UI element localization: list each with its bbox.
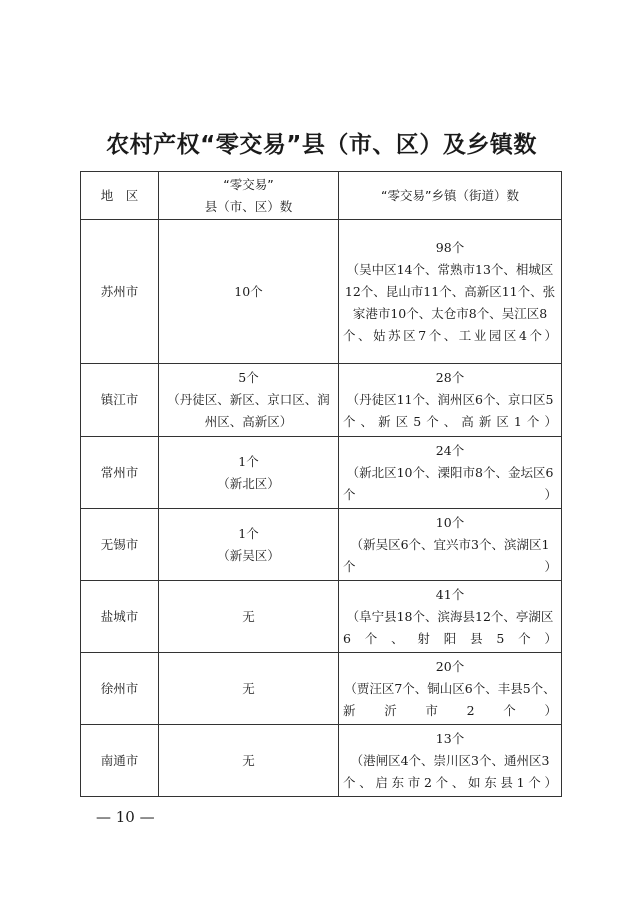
township-cell	[339, 725, 562, 797]
region-cell: 无锡市	[81, 509, 159, 581]
county-detail: （新吴区）	[217, 547, 280, 563]
county-cell	[159, 509, 339, 581]
table-header-row	[81, 172, 562, 220]
township-cell	[339, 437, 562, 509]
county-count: 无	[242, 752, 255, 768]
township-detail: （丹徒区11个、润州区6个、京口区5个、新区5个、高新区1个）	[343, 392, 557, 429]
region-cell: 苏州市	[81, 220, 159, 364]
township-count: 98个	[435, 239, 465, 255]
table-row	[81, 364, 562, 437]
county-count: 10个	[234, 283, 263, 299]
county-cell	[159, 364, 339, 437]
township-detail: （新北区10个、溧阳市8个、金坛区6个）	[343, 464, 557, 502]
region-cell: 镇江市	[81, 364, 159, 437]
township-cell	[339, 364, 562, 437]
township-count: 28个	[435, 370, 465, 385]
table-row	[81, 509, 562, 581]
header-county-line2: 县（市、区）数	[204, 198, 293, 214]
township-detail: （贾汪区7个、铜山区6个、丰县5个、新沂市2个）	[343, 680, 557, 718]
region-cell: 南通市	[81, 725, 159, 797]
region-cell: 盐城市	[81, 581, 159, 653]
header-township-count: “零交易”乡镇（街道）数	[339, 172, 562, 220]
county-cell	[159, 581, 339, 653]
township-detail: （新吴区6个、宜兴市3个、滨湖区1个）	[343, 536, 557, 574]
page-number: — 10 —	[96, 808, 155, 826]
county-cell	[159, 437, 339, 509]
zero-transaction-table	[80, 171, 562, 797]
header-region: 地 区	[81, 172, 159, 220]
county-count: 1个	[238, 525, 259, 541]
township-count: 24个	[435, 442, 465, 458]
table-row	[81, 220, 562, 364]
township-count: 20个	[435, 658, 465, 674]
township-count: 13个	[435, 730, 465, 746]
page-title: 农村产权“零交易”县（市、区）及乡镇数	[106, 132, 537, 158]
township-cell	[339, 581, 562, 653]
region-cell: 常州市	[81, 437, 159, 509]
table-row	[81, 653, 562, 725]
header-county-line1: “零交易”	[223, 176, 274, 192]
township-detail: （阜宁县18个、滨海县12个、亭湖区6个、射阳县5个）	[343, 608, 557, 646]
county-count: 无	[242, 680, 255, 696]
county-cell	[159, 220, 339, 364]
county-count: 无	[242, 608, 255, 624]
county-cell	[159, 653, 339, 725]
township-cell	[339, 653, 562, 725]
county-cell	[159, 725, 339, 797]
county-count: 1个	[238, 453, 259, 469]
township-detail: （港闸区4个、崇川区3个、通州区3个、启东市2个、如东县1个）	[343, 752, 557, 790]
county-count: 5个	[238, 370, 259, 385]
header-county-count	[159, 172, 339, 220]
table-row	[81, 725, 562, 797]
township-detail: （吴中区14个、常熟市13个、相城区12个、昆山市11个、高新区11个、张家港市10个、太仓市8个、吴江区8个、姑苏区7个、工业园区4个）	[343, 261, 557, 343]
township-cell	[339, 509, 562, 581]
county-detail: （丹徒区、新区、京口区、润州区、高新区）	[167, 392, 330, 429]
table-row	[81, 581, 562, 653]
county-detail: （新北区）	[217, 475, 280, 491]
township-count: 41个	[435, 586, 465, 602]
township-cell	[339, 220, 562, 364]
township-count: 10个	[435, 514, 465, 530]
table-row	[81, 437, 562, 509]
region-cell: 徐州市	[81, 653, 159, 725]
